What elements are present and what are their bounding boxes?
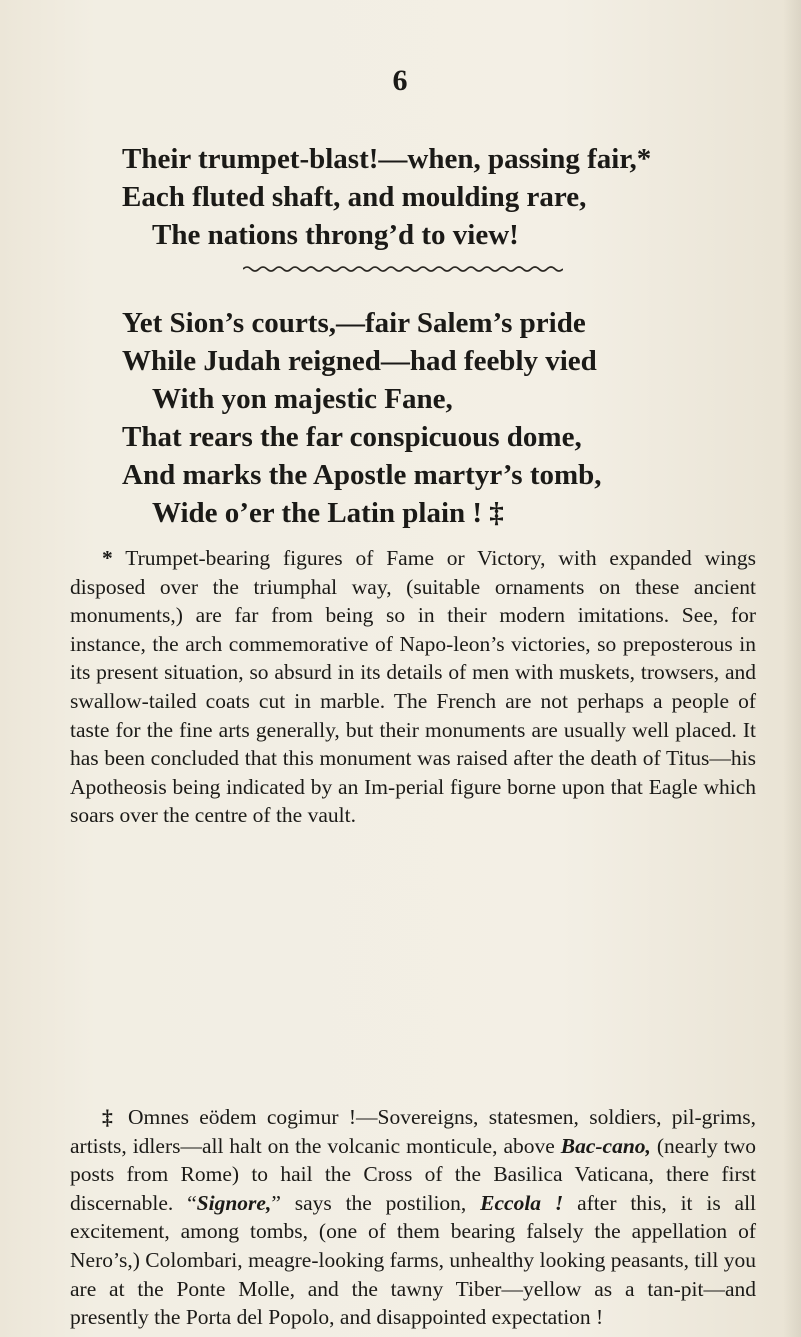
verse-line: Yet Sion’s courts,—fair Salem’s pride <box>122 307 586 339</box>
footnote-text: after this, it is all excitement, among tombs, (one of them bearing falsely the appellation of Nero’s,) Colombari, meagre-looking farms, unhealthy looking peasants, till you are at the Ponte Molle, and the tawny Tiber—yellow as a tan-pit—and presently the Porta del Popolo, and disappointed expectation ! <box>70 1190 757 1330</box>
footnote-marker: * <box>102 546 113 570</box>
verse-line: While Judah reigned—had feebly vied <box>122 345 597 377</box>
footnote-text: Trumpet-bearing figures of Fame or Victory, with expanded wings disposed over the triumphal way, (suitable ornaments on these ancient monuments,) are far from being so in their modern imitations. See, for instance, the arch commemorative of Napo-leon’s victories, so preposterous in its present situation, so absurd in its details of men with muskets, trowsers, and swallow-tailed coats cut in marble. The French are not perhaps a people of taste for the fine arts generally, but their monuments are usually well placed. It has been concluded that this monument was raised after the death of Titus—his Apotheosis being indicated by an Im-perial figure borne upon that Eagle which soars over the centre of the vault. <box>70 546 756 828</box>
verse-line: That rears the far conspicuous dome, <box>122 421 582 453</box>
footnote-2 <box>70 1103 756 1332</box>
footnote-italic-word: Signore, <box>196 1190 272 1215</box>
page-edge-shadow <box>783 0 801 1337</box>
footnote-text: ” says the postilion, <box>271 1190 467 1215</box>
verse-line: Their trumpet-blast!—when, passing fair,* <box>122 143 652 175</box>
footnote-italic-place: Bac-cano, <box>560 1133 651 1158</box>
ornamental-divider <box>243 265 563 273</box>
verse-line: With yon majestic Fane, <box>152 383 453 415</box>
footnote-italic-exclamation: Eccola ! <box>480 1190 564 1215</box>
poem-stanza-1 <box>122 140 651 254</box>
footnote-marker: ‡ <box>102 1105 118 1129</box>
footnote-text: Omnes eödem cogimur !—Sovereigns, statesmen, soldiers, pil-grims, artists, idlers—all halt on the volcanic monticule, above <box>70 1105 757 1158</box>
verse-line: The nations throng’d to view! <box>152 219 519 251</box>
page-number: 6 <box>392 64 408 97</box>
verse-line: And marks the Apostle martyr’s tomb, <box>122 459 602 491</box>
footnote-text: (nearly two posts from Rome) to hail the Cross of the Basilica Vaticana, there first discernable. “ <box>70 1133 756 1215</box>
verse-line: Each fluted shaft, and moulding rare, <box>122 181 587 213</box>
footnote-1 <box>70 544 756 830</box>
poem-stanza-2 <box>122 304 602 532</box>
verse-line: Wide o’er the Latin plain ! ‡ <box>152 497 504 529</box>
